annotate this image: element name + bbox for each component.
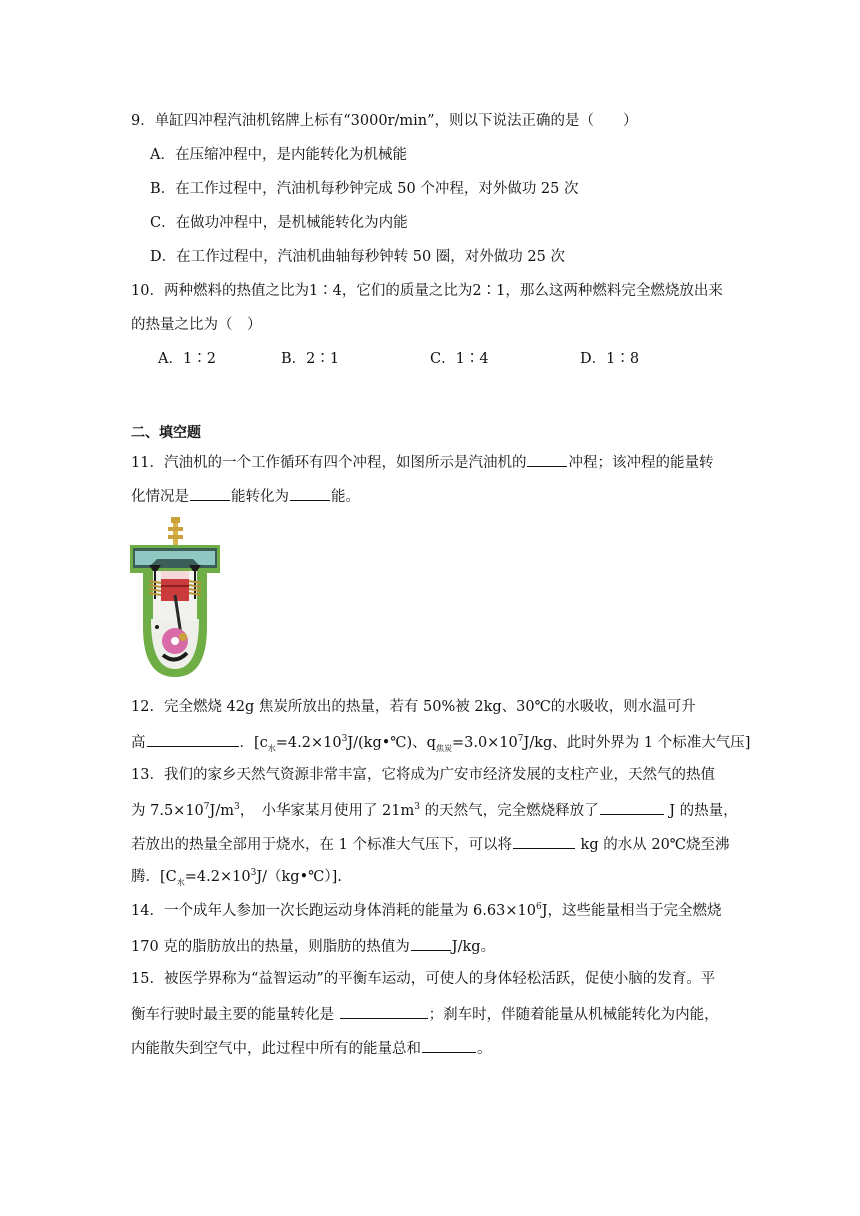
q13-sup: 3 [233, 802, 240, 813]
q10-option-a: A．1∶2 [158, 351, 216, 367]
q13-sup: 3 [414, 802, 420, 813]
q13-text: kg 的水从 20℃烧至沸 [575, 837, 730, 853]
answer-blank[interactable] [422, 1037, 476, 1053]
q14-text: 14．一个成年人参加一次长跑运动身体消耗的能量为 6.63×10 [131, 903, 536, 919]
q11-text-4: 能转化为 [231, 489, 289, 505]
q15-line3 [131, 1037, 492, 1059]
q13-line4 [131, 867, 342, 887]
q15-line2 [131, 1003, 719, 1025]
q12-text-6: J/kg、此时外界为 1 个标准大气压] [523, 735, 751, 751]
q10-stem-line2: 的热量之比为（ ） [131, 317, 262, 333]
q14-line1 [131, 901, 722, 921]
q15-text: 内能散失到空气中，此过程中所有的能量总和 [131, 1041, 421, 1057]
q11-line2 [131, 485, 360, 507]
q12-line2 [131, 731, 750, 753]
q11-text-1: 11．汽油机的一个工作循环有四个冲程，如图所示是汽油机的 [131, 455, 527, 471]
q11-line1 [131, 451, 713, 473]
q13-text: 为 7.5×10 [131, 803, 204, 819]
q13-line3 [131, 833, 730, 855]
q9-stem: 9．单缸四冲程汽油机铭牌上标有“3000r/min”，则以下说法正确的是（ ） [131, 113, 638, 129]
q12-text-5: =3.0×10 [451, 735, 518, 751]
q13-text: J/（kg•℃）]. [256, 869, 342, 885]
q12-line1: 12．完全燃烧 42g 焦炭所放出的热量，若有 50%被 2kg、30℃的水吸收，则水温可升 [131, 699, 696, 715]
q11-text-2: 冲程；该冲程的能量转 [568, 455, 714, 471]
q15-text: 。 [477, 1041, 492, 1057]
q13-text: ， 小华家某月使用了 21m [239, 803, 415, 819]
q12-text-3: =4.2×10 [275, 735, 342, 751]
q14-text: 170 克的脂肪放出的热量，则脂肪的热值为 [131, 939, 410, 955]
q13-text: 若放出的热量全部用于烧水，在 1 个标准大气压下，可以将 [131, 837, 512, 853]
q13-sup: 7 [203, 802, 210, 813]
q9-option-c: C．在做功冲程中，是机械能转化为内能 [150, 215, 408, 231]
q12-text-4: J/(kg•℃)、q [347, 735, 436, 751]
q9-option-a: A．在压缩冲程中，是内能转化为机械能 [150, 147, 407, 163]
q13-text: =4.2×10 [184, 869, 251, 885]
q13-sub: 水 [176, 877, 185, 887]
q10-stem-line1: 10．两种燃料的热值之比为1∶4，它们的质量之比为2∶1，那么这两种燃料完全燃烧放出来 [131, 283, 723, 299]
q13-text: 的天然气，完全燃烧释放了 [420, 803, 599, 819]
section-title: 二、填空题 [131, 425, 201, 441]
answer-blank[interactable] [340, 1003, 428, 1019]
q13-text: J 的热量， [664, 803, 738, 819]
q10-option-d: D．1∶8 [580, 351, 640, 367]
q13-line1: 13．我们的家乡天然气资源非常丰富，它将成为广安市经济发展的支柱产业，天然气的热值 [131, 767, 715, 783]
q14-text: J，这些能量相当于完全燃烧 [541, 903, 722, 919]
answer-blank[interactable] [190, 485, 230, 501]
answer-blank[interactable] [527, 451, 567, 467]
q13-sup: 3 [250, 868, 257, 879]
q13-text: 腾．[C [131, 869, 177, 885]
q10-option-c: C．1∶4 [430, 351, 489, 367]
answer-blank[interactable] [147, 731, 239, 747]
q10-option-b: B．2∶1 [281, 351, 340, 367]
q14-line2 [131, 935, 495, 957]
q12-text-1: 高 [131, 735, 146, 751]
q13-line2 [131, 799, 738, 821]
q12-sup-2: 7 [517, 734, 524, 745]
q12-text-2: ．[c [239, 735, 268, 751]
q15-text: ；刹车时，伴随着能量从机械能转化为内能， [428, 1007, 719, 1023]
q11-text-3: 化情况是 [131, 489, 189, 505]
q9-option-d: D．在工作过程中，汽油机曲轴每秒钟转 50 圈，对外做功 25 次 [150, 249, 565, 265]
q12-sup-1: 3 [341, 734, 348, 745]
answer-blank[interactable] [600, 799, 664, 815]
answer-blank[interactable] [411, 935, 451, 951]
q14-sup: 6 [535, 902, 542, 913]
q15-line1: 15．被医学界称为“益智运动”的平衡车运动，可使人的身体轻松活跃，促使小脑的发育。平 [131, 971, 716, 987]
answer-blank[interactable] [513, 833, 575, 849]
q14-text: J/kg。 [451, 939, 496, 955]
q13-text: J/m [209, 803, 234, 819]
q15-text: 衡车行驶时最主要的能量转化是 [131, 1007, 339, 1023]
q12-sub-1: 水 [267, 743, 276, 753]
q11-text-5: 能。 [331, 489, 360, 505]
q12-sub-2: 焦炭 [435, 743, 452, 753]
answer-blank[interactable] [290, 485, 330, 501]
gasoline-engine-diagram-icon [127, 515, 223, 681]
q9-option-b: B．在工作过程中，汽油机每秒钟完成 50 个冲程，对外做功 25 次 [150, 181, 579, 197]
